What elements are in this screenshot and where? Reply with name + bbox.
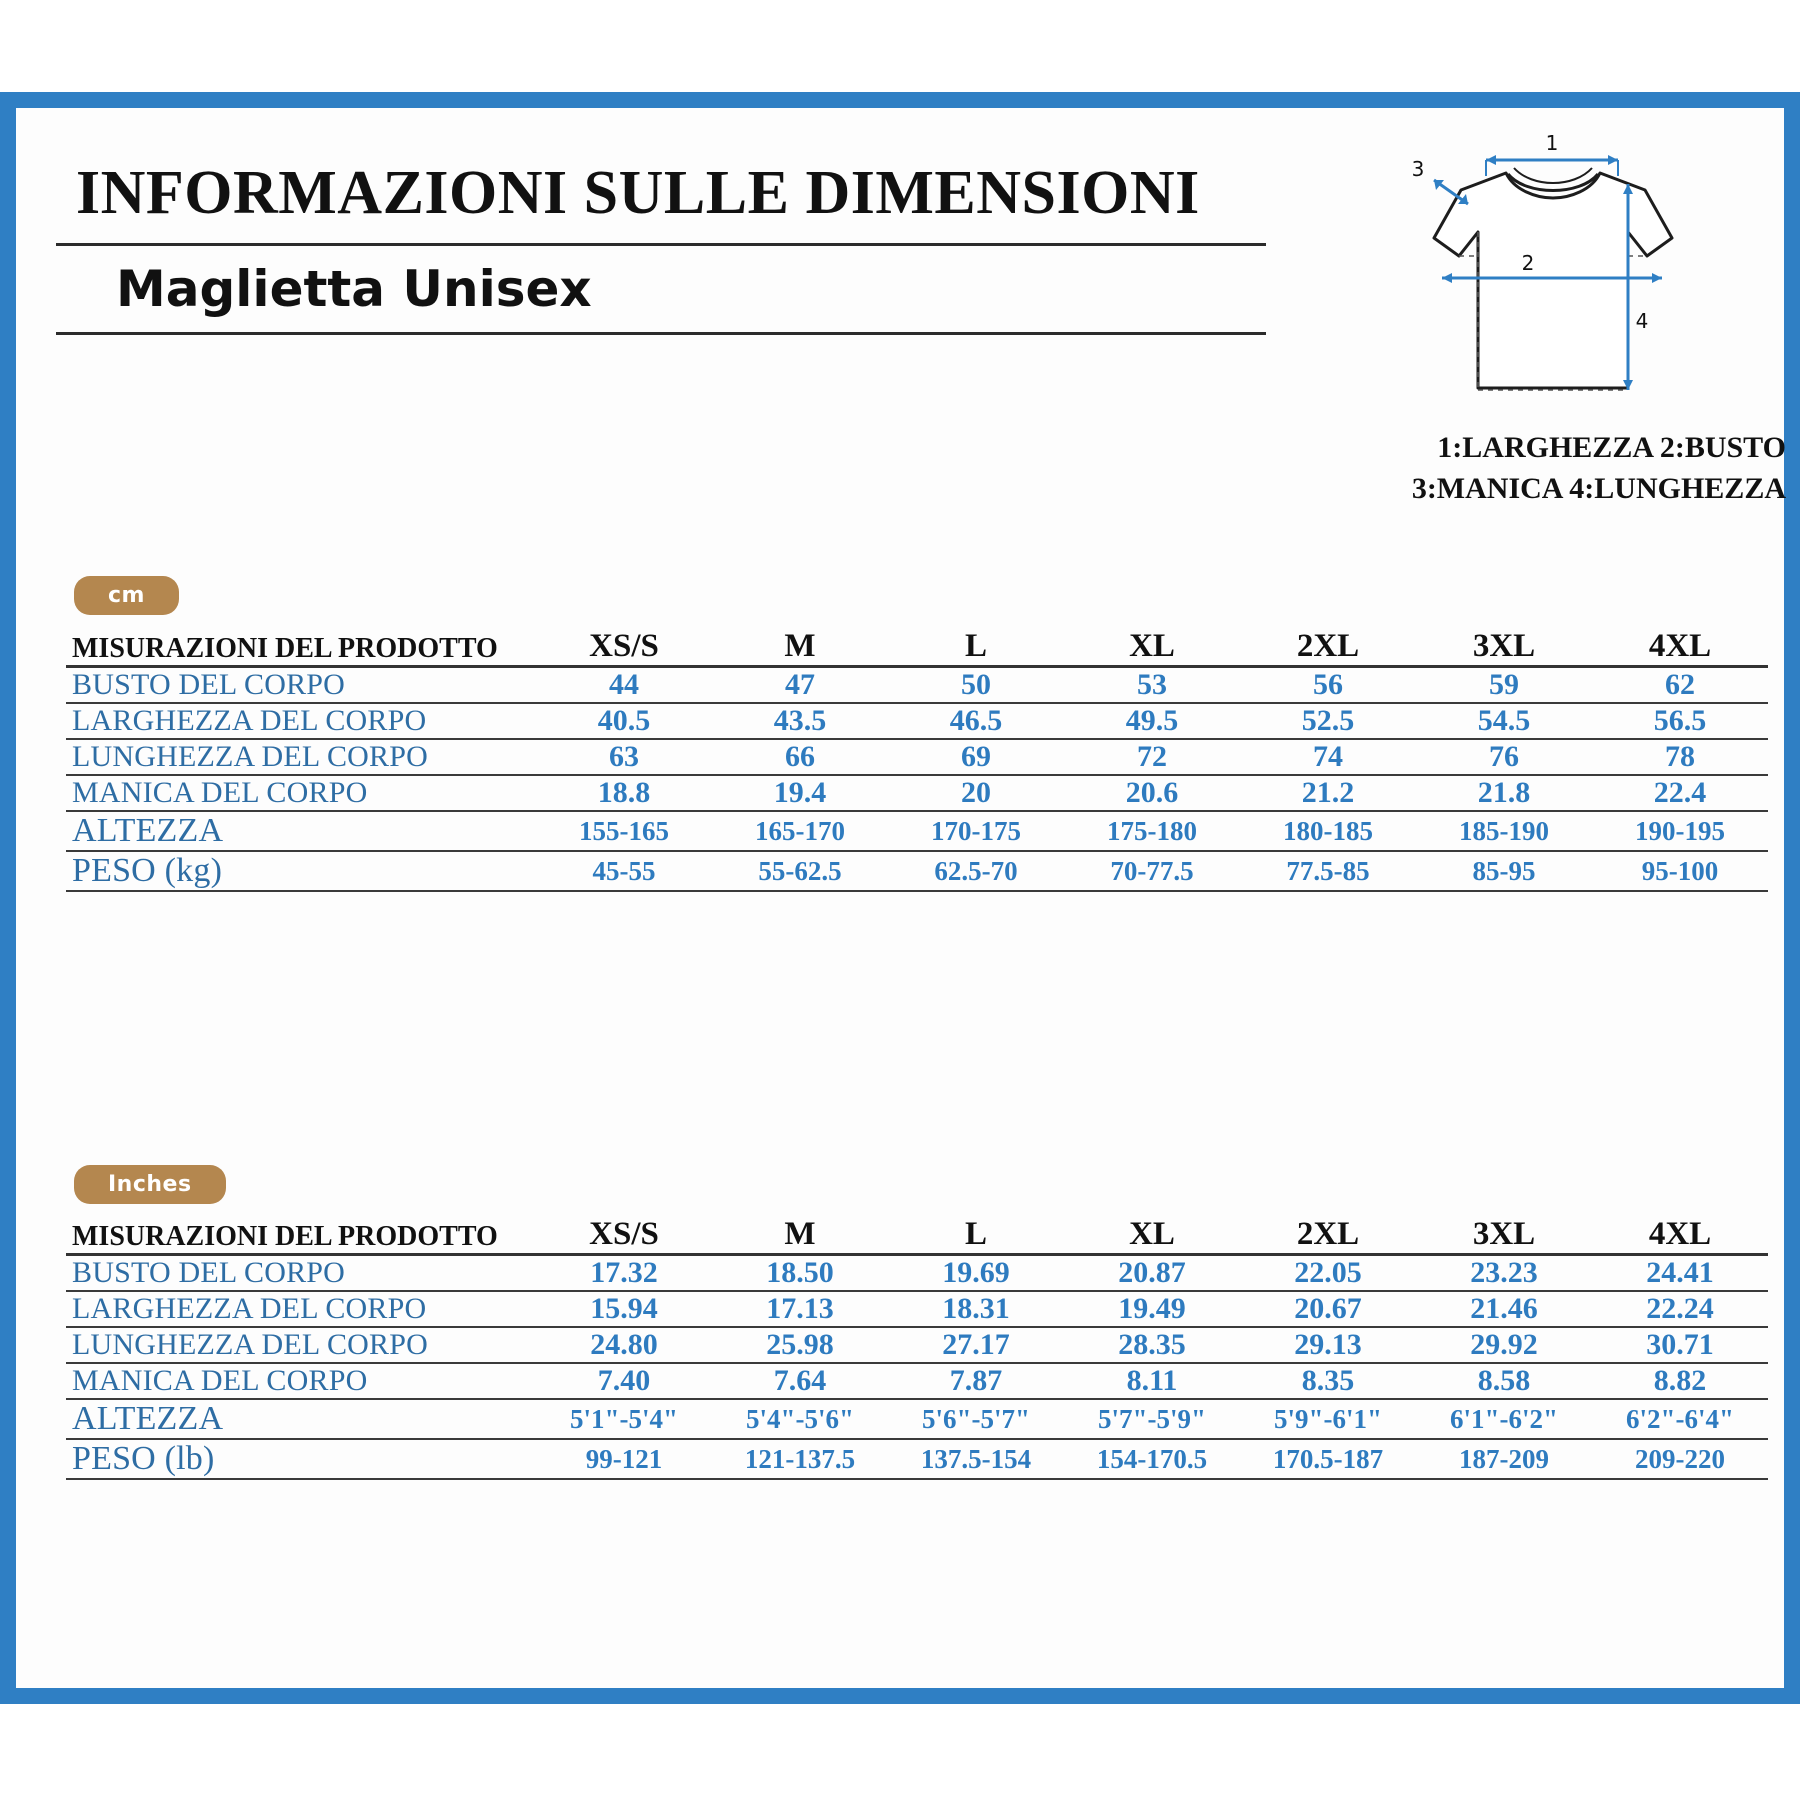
cell-value: 170-175 (888, 811, 1064, 851)
cell-value: 18.31 (888, 1291, 1064, 1327)
cell-value: 22.05 (1240, 1255, 1416, 1292)
cell-value: 62 (1592, 667, 1768, 704)
cell-value: 21.46 (1416, 1291, 1592, 1327)
cell-value: 5'9"-6'1" (1240, 1399, 1416, 1439)
cell-value: 7.87 (888, 1363, 1064, 1399)
bottom-accent-bar (0, 1688, 1800, 1704)
row-label-peso-kg: PESO (kg) (66, 851, 536, 891)
cell-value: 6'1"-6'2" (1416, 1399, 1592, 1439)
cell-value: 21.8 (1416, 775, 1592, 811)
cell-value: 17.13 (712, 1291, 888, 1327)
unit-badge-cm-wrap (74, 576, 179, 615)
cell-value: 47 (712, 667, 888, 704)
table-row (66, 1291, 1768, 1327)
top-accent-bar (0, 92, 1800, 108)
table-header-row-cm (66, 628, 1768, 667)
legend-line-2: 3:MANICA 4:LUNGHEZZA (1411, 471, 1786, 505)
cell-value: 137.5-154 (888, 1439, 1064, 1479)
cell-value: 49.5 (1064, 703, 1240, 739)
diagram-marker-1: 1 (1545, 131, 1559, 155)
title-divider-bottom (56, 332, 1266, 335)
cell-value: 22.24 (1592, 1291, 1768, 1327)
cell-value: 175-180 (1064, 811, 1240, 851)
cell-value: 69 (888, 739, 1064, 775)
column-header-xs-s: XS/S (536, 1216, 712, 1255)
row-label-lunghezza: LUNGHEZZA DEL CORPO (66, 739, 536, 775)
column-header-measure: MISURAZIONI DEL PRODOTTO (66, 628, 536, 667)
cell-value: 18.8 (536, 775, 712, 811)
cell-value: 54.5 (1416, 703, 1592, 739)
cell-value: 78 (1592, 739, 1768, 775)
cell-value: 19.4 (712, 775, 888, 811)
cell-value: 5'1"-5'4" (536, 1399, 712, 1439)
right-accent-bar (1784, 92, 1800, 1704)
cell-value: 45-55 (536, 851, 712, 891)
column-header-l: L (888, 1216, 1064, 1255)
cell-value: 121-137.5 (712, 1439, 888, 1479)
table-row (66, 667, 1768, 704)
cell-value: 76 (1416, 739, 1592, 775)
row-label-larghezza: LARGHEZZA DEL CORPO (66, 1291, 536, 1327)
size-table-inches (66, 1216, 1768, 1480)
cell-value: 180-185 (1240, 811, 1416, 851)
cell-value: 27.17 (888, 1327, 1064, 1363)
cell-value: 22.4 (1592, 775, 1768, 811)
cell-value: 23.23 (1416, 1255, 1592, 1292)
cell-value: 8.11 (1064, 1363, 1240, 1399)
row-label-manica: MANICA DEL CORPO (66, 1363, 536, 1399)
column-header-4xl: 4XL (1592, 1216, 1768, 1255)
table-row (66, 1327, 1768, 1363)
row-label-busto: BUSTO DEL CORPO (66, 667, 536, 704)
cell-value: 19.49 (1064, 1291, 1240, 1327)
cell-value: 95-100 (1592, 851, 1768, 891)
left-accent-bar (0, 92, 16, 1704)
cell-value: 17.32 (536, 1255, 712, 1292)
table-row (66, 1255, 1768, 1292)
cell-value: 7.64 (712, 1363, 888, 1399)
row-label-manica: MANICA DEL CORPO (66, 775, 536, 811)
page-title: INFORMAZIONI SULLE DIMENSIONI (76, 159, 1200, 227)
table-row (66, 851, 1768, 891)
cell-value: 50 (888, 667, 1064, 704)
cell-value: 70-77.5 (1064, 851, 1240, 891)
cell-value: 29.92 (1416, 1327, 1592, 1363)
cell-value: 40.5 (536, 703, 712, 739)
column-header-3xl: 3XL (1416, 1216, 1592, 1255)
content-panel (16, 108, 1784, 1688)
cell-value: 18.50 (712, 1255, 888, 1292)
table-header-row-inches (66, 1216, 1768, 1255)
row-label-peso-lb: PESO (lb) (66, 1439, 536, 1479)
legend-line-1: 1:LARGHEZZA 2:BUSTO (1437, 431, 1786, 464)
table-row (66, 739, 1768, 775)
diagram-marker-3: 3 (1411, 157, 1425, 181)
cell-value: 29.13 (1240, 1327, 1416, 1363)
row-label-altezza: ALTEZZA (66, 811, 536, 851)
table-row (66, 811, 1768, 851)
cell-value: 24.41 (1592, 1255, 1768, 1292)
cell-value: 56 (1240, 667, 1416, 704)
cell-value: 21.2 (1240, 775, 1416, 811)
cell-value: 20.67 (1240, 1291, 1416, 1327)
cell-value: 74 (1240, 739, 1416, 775)
row-label-altezza: ALTEZZA (66, 1399, 536, 1439)
column-header-2xl: 2XL (1240, 1216, 1416, 1255)
cell-value: 25.98 (712, 1327, 888, 1363)
cell-value: 43.5 (712, 703, 888, 739)
column-header-l: L (888, 628, 1064, 667)
header-area (56, 158, 1296, 335)
unit-badge-inches: Inches (74, 1165, 226, 1204)
cell-value: 62.5-70 (888, 851, 1064, 891)
cell-value: 52.5 (1240, 703, 1416, 739)
column-header-2xl: 2XL (1240, 628, 1416, 667)
cell-value: 8.82 (1592, 1363, 1768, 1399)
cell-value: 28.35 (1064, 1327, 1240, 1363)
row-label-larghezza: LARGHEZZA DEL CORPO (66, 703, 536, 739)
cell-value: 53 (1064, 667, 1240, 704)
tshirt-diagram (1356, 128, 1756, 428)
cell-value: 44 (536, 667, 712, 704)
cell-value: 5'6"-5'7" (888, 1399, 1064, 1439)
cell-value: 154-170.5 (1064, 1439, 1240, 1479)
cell-value: 24.80 (536, 1327, 712, 1363)
cell-value: 59 (1416, 667, 1592, 704)
column-header-xs-s: XS/S (536, 628, 712, 667)
cell-value: 15.94 (536, 1291, 712, 1327)
cell-value: 30.71 (1592, 1327, 1768, 1363)
diagram-legend (1316, 428, 1786, 509)
cell-value: 66 (712, 739, 888, 775)
cell-value: 19.69 (888, 1255, 1064, 1292)
cell-value: 77.5-85 (1240, 851, 1416, 891)
table-row (66, 1363, 1768, 1399)
size-table-cm (66, 628, 1768, 892)
column-header-xl: XL (1064, 628, 1240, 667)
column-header-xl: XL (1064, 1216, 1240, 1255)
column-header-measure: MISURAZIONI DEL PRODOTTO (66, 1216, 536, 1255)
cell-value: 6'2"-6'4" (1592, 1399, 1768, 1439)
cell-value: 20.87 (1064, 1255, 1240, 1292)
cell-value: 63 (536, 739, 712, 775)
column-header-m: M (712, 628, 888, 667)
cell-value: 20 (888, 775, 1064, 811)
cell-value: 99-121 (536, 1439, 712, 1479)
cell-value: 56.5 (1592, 703, 1768, 739)
cell-value: 5'7"-5'9" (1064, 1399, 1240, 1439)
column-header-3xl: 3XL (1416, 628, 1592, 667)
cell-value: 155-165 (536, 811, 712, 851)
cell-value: 72 (1064, 739, 1240, 775)
table-row (66, 1399, 1768, 1439)
cell-value: 8.35 (1240, 1363, 1416, 1399)
cell-value: 165-170 (712, 811, 888, 851)
cell-value: 185-190 (1416, 811, 1592, 851)
page-subtitle: Maglietta Unisex (116, 260, 592, 318)
cell-value: 55-62.5 (712, 851, 888, 891)
cell-value: 8.58 (1416, 1363, 1592, 1399)
row-label-lunghezza: LUNGHEZZA DEL CORPO (66, 1327, 536, 1363)
cell-value: 209-220 (1592, 1439, 1768, 1479)
cell-value: 46.5 (888, 703, 1064, 739)
table-row (66, 703, 1768, 739)
cell-value: 187-209 (1416, 1439, 1592, 1479)
cell-value: 7.40 (536, 1363, 712, 1399)
unit-badge-inches-wrap (74, 1165, 226, 1204)
diagram-marker-2: 2 (1521, 251, 1535, 275)
cell-value: 190-195 (1592, 811, 1768, 851)
column-header-4xl: 4XL (1592, 628, 1768, 667)
table-row (66, 775, 1768, 811)
table-row (66, 1439, 1768, 1479)
column-header-m: M (712, 1216, 888, 1255)
row-label-busto: BUSTO DEL CORPO (66, 1255, 536, 1292)
cell-value: 20.6 (1064, 775, 1240, 811)
cell-value: 85-95 (1416, 851, 1592, 891)
cell-value: 170.5-187 (1240, 1439, 1416, 1479)
unit-badge-cm: cm (74, 576, 179, 615)
cell-value: 5'4"-5'6" (712, 1399, 888, 1439)
diagram-marker-4: 4 (1635, 309, 1649, 333)
